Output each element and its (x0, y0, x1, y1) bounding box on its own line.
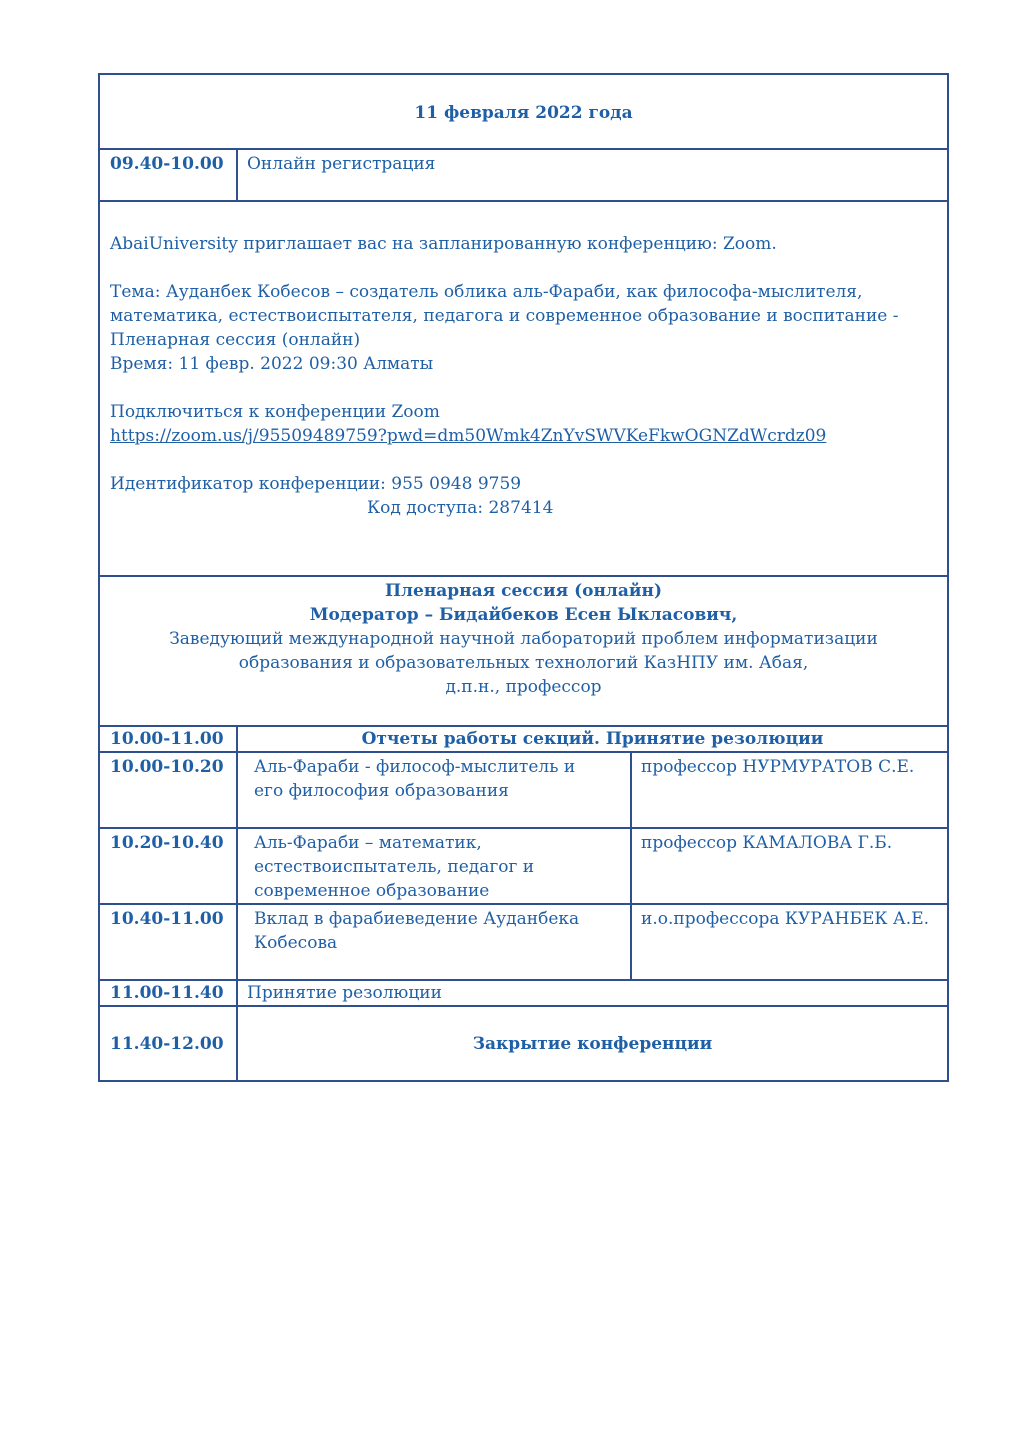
closing-label: Закрытие конференции (237, 1006, 948, 1081)
resolution-time: 11.00-11.40 (99, 980, 237, 1006)
talk-row (99, 752, 948, 828)
schedule-table (98, 73, 949, 1082)
resolution-label: Принятие резолюции (237, 980, 948, 1006)
closing-time: 11.40-12.00 (99, 1006, 237, 1081)
zoom-topic-line3: Пленарная сессия (онлайн) (110, 330, 361, 350)
registration-label: Онлайн регистрация (237, 149, 948, 201)
resolution-row (99, 980, 948, 1006)
talk-topic (237, 828, 631, 904)
zoom-invite: AbaiUniversity приглашает вас на запланированную конференцию: Zoom. (110, 234, 777, 254)
talk-topic-line: Кобесова (254, 933, 338, 953)
plenary-moderator: Модератор – Бидайбеков Есен Ыкласович, (309, 605, 738, 625)
zoom-link[interactable]: https://zoom.us/j/95509489759?pwd=dm50Wmk4ZnYvSWVKeFkwOGNZdWcrdz09 (110, 426, 827, 446)
plenary-position-line1: Заведующий международной научной лабораторий проблем информатизации (169, 629, 878, 649)
talk-speaker: и.о.профессора КУРАНБЕК А.Е. (631, 904, 948, 980)
zoom-topic-line1: Тема: Ауданбек Кобесов – создатель облика аль-Фараби, как философа-мыслителя, (110, 282, 863, 302)
reports-time: 10.00-11.00 (99, 726, 237, 752)
plenary-position-line2: образования и образовательных технологий КазНПУ им. Абая, (238, 653, 809, 673)
talk-time: 10.40-11.00 (99, 904, 237, 980)
date-header: 11 февраля 2022 года (414, 103, 633, 123)
talk-topic (237, 904, 631, 980)
registration-time: 09.40-10.00 (99, 149, 237, 201)
zoom-connect: Подключиться к конференции Zoom (110, 402, 440, 422)
reports-title: Отчеты работы секций. Принятие резолюции (237, 726, 948, 752)
talk-speaker: профессор НУРМУРАТОВ С.Е. (631, 752, 948, 828)
date-row (99, 74, 948, 149)
talk-speaker: профессор КАМАЛОВА Г.Б. (631, 828, 948, 904)
talk-topic-line: современное образование (254, 881, 490, 901)
talk-row (99, 828, 948, 904)
talk-time: 10.00-10.20 (99, 752, 237, 828)
reports-row (99, 726, 948, 752)
closing-row (99, 1006, 948, 1081)
talk-topic-line: его философия образования (254, 781, 509, 801)
plenary-degree: д.п.н., профессор (445, 677, 602, 697)
zoom-passcode: Код доступа: 287414 (367, 498, 554, 518)
plenary-row (99, 576, 948, 726)
registration-row (99, 149, 948, 201)
talk-row (99, 904, 948, 980)
zoom-conference-id: Идентификатор конференции: 955 0948 9759 (110, 474, 522, 494)
zoom-topic-line2: математика, естествоиспытателя, педагога и современное образование и воспитание - (110, 306, 899, 326)
talk-topic-line: Вклад в фарабиеведение Ауданбека (254, 909, 580, 929)
zoom-row (99, 201, 948, 576)
talk-topic-line: Аль-Фараби - философ-мыслитель и (254, 757, 576, 777)
talk-topic-line: Аль-Фараби – математик, (254, 833, 482, 853)
talk-time: 10.20-10.40 (99, 828, 237, 904)
plenary-title: Пленарная сессия (онлайн) (384, 581, 662, 601)
talk-topic (237, 752, 631, 828)
talk-topic-line: естествоиспытатель, педагог и (254, 857, 535, 877)
zoom-time: Время: 11 февр. 2022 09:30 Алматы (110, 354, 434, 374)
